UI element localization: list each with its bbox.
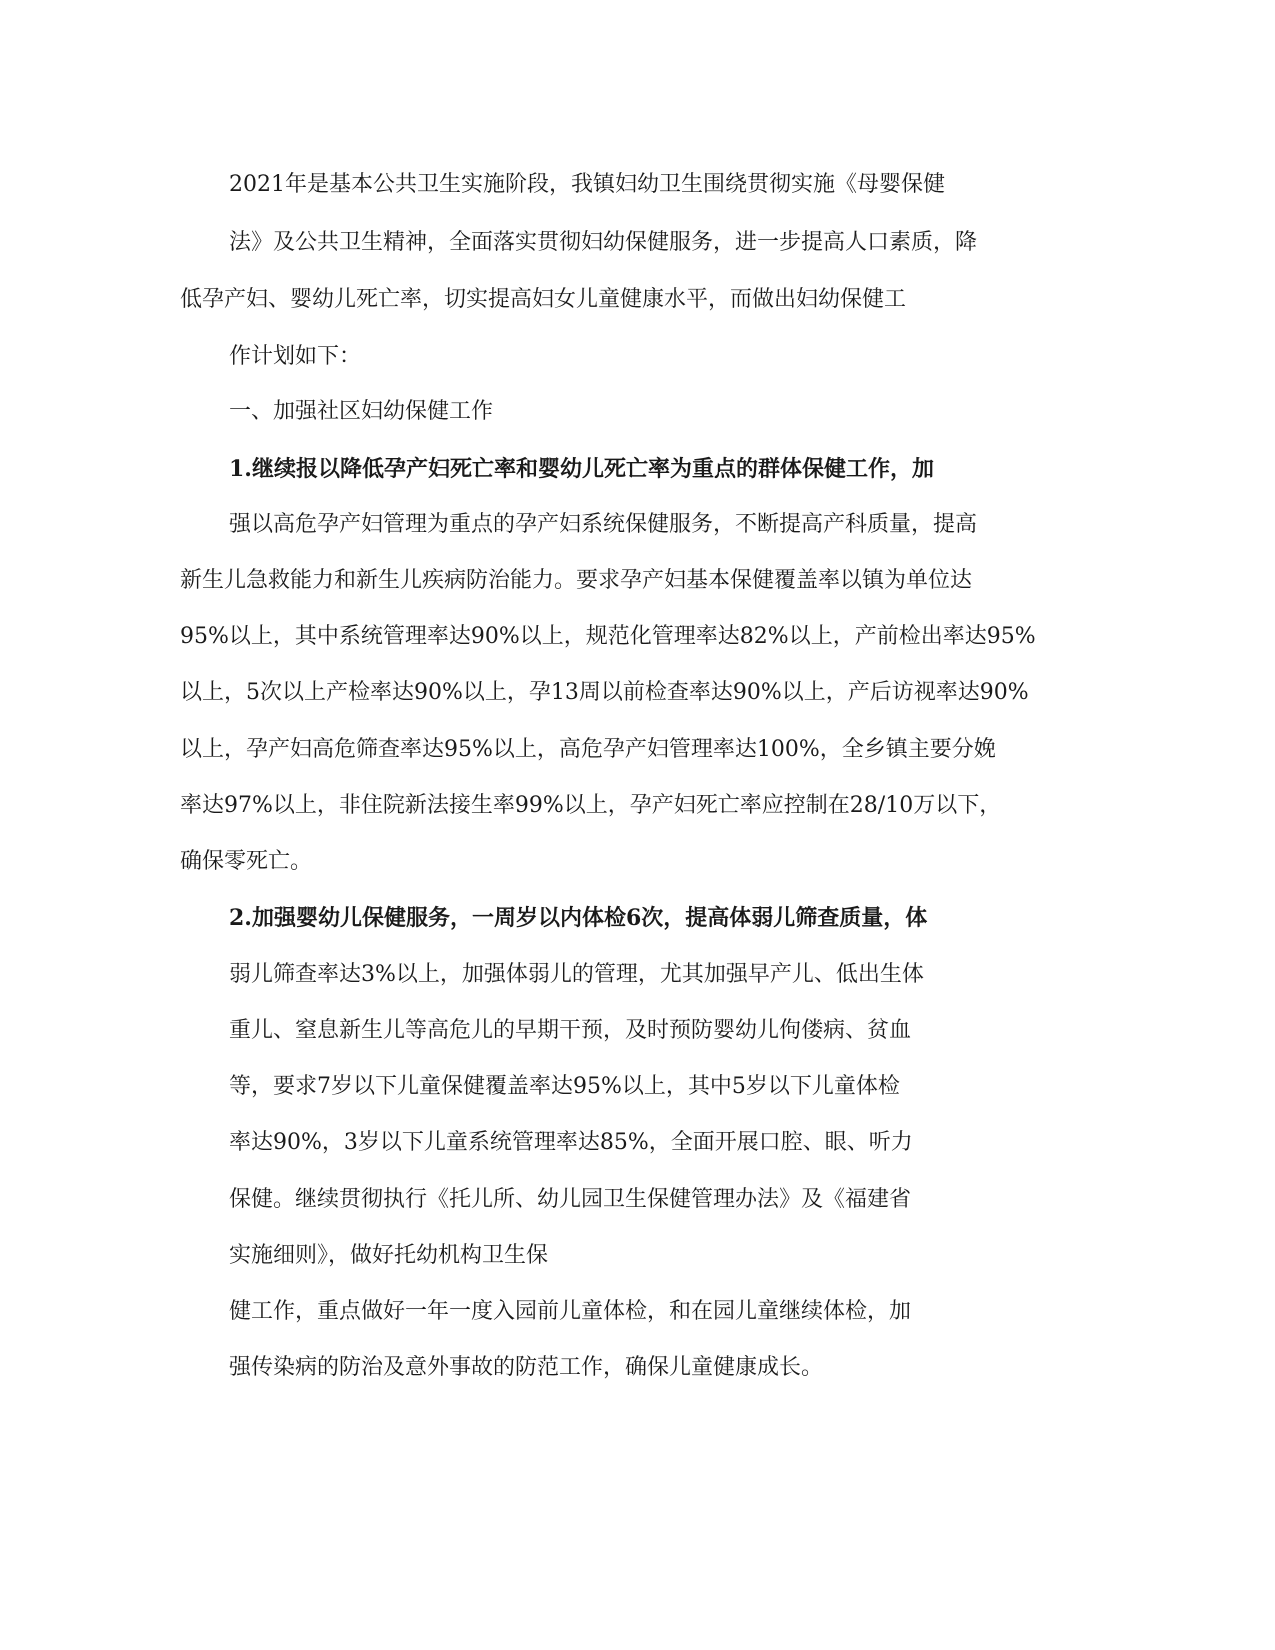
text-line-7: 强以高危孕产妇管理为重点的孕产妇系统保健服务，不断提高产科质量，提高 — [229, 512, 978, 537]
text-line-16: 重儿、窒息新生儿等高危儿的早期干预，及时预防婴幼儿佝偻病、贫血 — [229, 1018, 912, 1043]
text-line-17: 等，要求7岁以下儿童保健覆盖率达95%以上，其中5岁以下儿童体检 — [229, 1074, 900, 1099]
text-line-19: 保健。继续贯彻执行《托儿所、幼儿园卫生保健管理办法》及《福建省 — [229, 1187, 912, 1212]
text-line-22: 强传染病的防治及意外事故的防范工作，确保儿童健康成长。 — [229, 1355, 824, 1380]
text-line-11: 以上，孕产妇高危筛查率达95%以上，高危孕产妇管理率达100%，全乡镇主要分娩 — [180, 737, 996, 762]
text-line-14: 2.加强婴幼儿保健服务，一周岁以内体检6次，提高体弱儿筛查质量，体 — [229, 905, 928, 931]
text-line-20: 实施细则》，做好托幼机构卫生保 — [229, 1243, 549, 1268]
text-line-1: 2021年是基本公共卫生实施阶段，我镇妇幼卫生围绕贯彻实施《母婴保健 — [229, 172, 945, 197]
text-line-4: 作计划如下： — [229, 344, 362, 369]
text-line-3: 低孕产妇、婴幼儿死亡率，切实提高妇女儿童健康水平，而做出妇幼保健工 — [180, 287, 907, 312]
text-line-2: 法》及公共卫生精神，全面落实贯彻妇幼保健服务，进一步提高人口素质，降 — [229, 230, 978, 255]
text-line-9: 95%以上，其中系统管理率达90%以上，规范化管理率达82%以上，产前检出率达95% — [180, 624, 1036, 649]
text-line-18: 率达90%，3岁以下儿童系统管理率达85%，全面开展口腔、眼、听力 — [229, 1130, 913, 1155]
text-line-21: 健工作，重点做好一年一度入园前儿童体检，和在园儿童继续体检，加 — [229, 1299, 912, 1324]
text-line-10: 以上，5次以上产检率达90%以上，孕13周以前检查率达90%以上，产后访视率达90% — [180, 680, 1029, 705]
text-line-12: 率达97%以上，非住院新法接生率99%以上，孕产妇死亡率应控制在28/10万以下， — [180, 793, 1002, 818]
text-line-15: 弱儿筛查率达3%以上，加强体弱儿的管理，尤其加强早产儿、低出生体 — [229, 962, 924, 987]
text-line-6: 1.继续报以降低孕产妇死亡率和婴幼儿死亡率为重点的群体保健工作，加 — [229, 456, 934, 482]
section-heading: 一、加强社区妇幼保健工作 — [229, 399, 494, 424]
text-line-8: 新生儿急救能力和新生儿疾病防治能力。要求孕产妇基本保健覆盖率以镇为单位达 — [180, 568, 973, 593]
text-line-13: 确保零死亡。 — [180, 849, 313, 874]
